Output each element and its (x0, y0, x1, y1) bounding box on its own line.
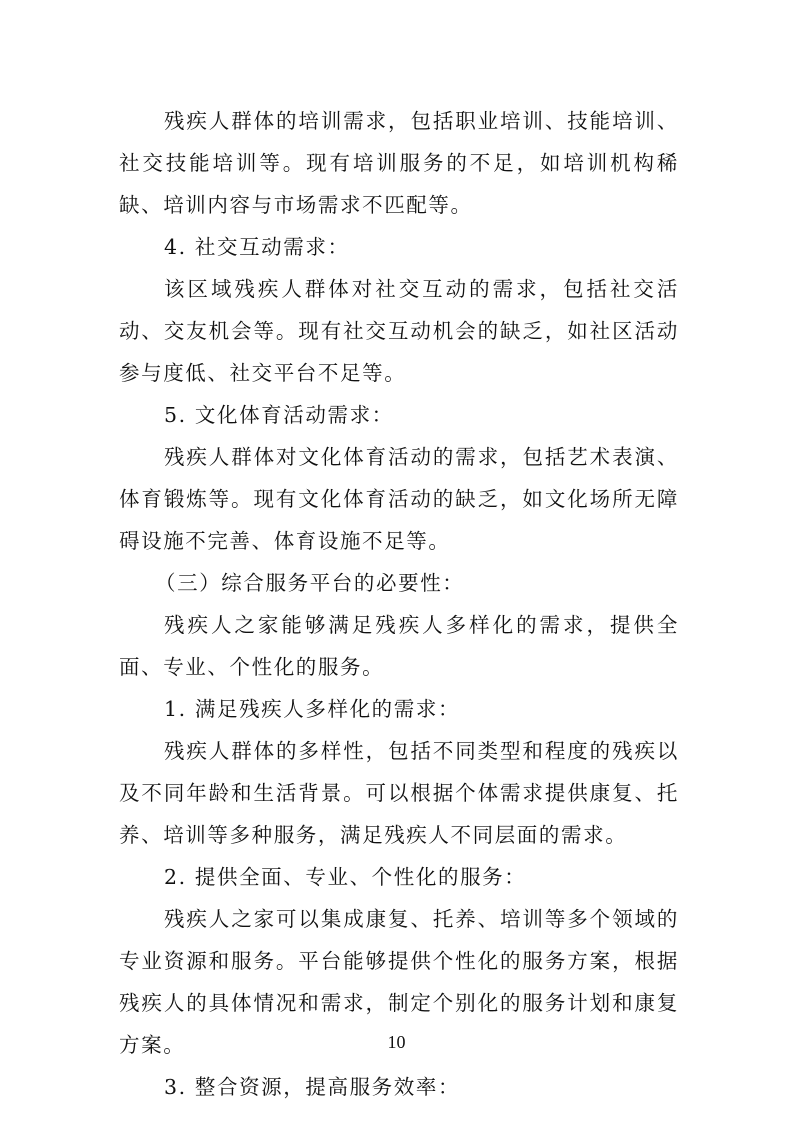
heading-integrate-resources: 3. 整合资源，提高服务效率： (164, 1075, 461, 1099)
paragraph-platform-intro: 残疾人之家能够满足残疾人多样化的需求，提供全面、专业、个性化的服务。 (119, 613, 679, 679)
heading-diverse-needs: 1. 满足残疾人多样化的需求： (164, 697, 461, 721)
page-number: 10 (387, 1032, 406, 1052)
heading-social-interaction-needs: 4. 社交互动需求： (164, 235, 350, 259)
heading-culture-sports-needs: 5. 文化体育活动需求： (164, 403, 394, 427)
paragraph-social-interaction: 该区域残疾人群体对社交互动的需求，包括社交活动、交友机会等。现有社交互动机会的缺乏，如社区活动参与度低、社交平台不足等。 (119, 277, 679, 385)
paragraph-comprehensive-services: 残疾人之家可以集成康复、托养、培训等多个领域的专业资源和服务。平台能够提供个性化的服务方案，根据残疾人的具体情况和需求，制定个别化的服务计划和康复方案。 (119, 907, 679, 1057)
page-content (119, 100, 679, 1108)
paragraph-diverse-needs: 残疾人群体的多样性，包括不同类型和程度的残疾以及不同年龄和生活背景。可以根据个体需求提供康复、托养、培训等多种服务，满足残疾人不同层面的需求。 (119, 739, 679, 847)
heading-comprehensive-services: 2. 提供全面、专业、个性化的服务： (164, 865, 527, 889)
paragraph-training-needs: 残疾人群体的培训需求，包括职业培训、技能培训、社交技能培训等。现有培训服务的不足，如培训机构稀缺、培训内容与市场需求不匹配等。 (119, 109, 679, 217)
heading-platform-necessity: （三）综合服务平台的必要性： (155, 571, 465, 595)
paragraph-culture-sports: 残疾人群体对文化体育活动的需求，包括艺术表演、体育锻炼等。现有文化体育活动的缺乏，如文化场所无障碍设施不完善、体育设施不足等。 (119, 445, 679, 553)
